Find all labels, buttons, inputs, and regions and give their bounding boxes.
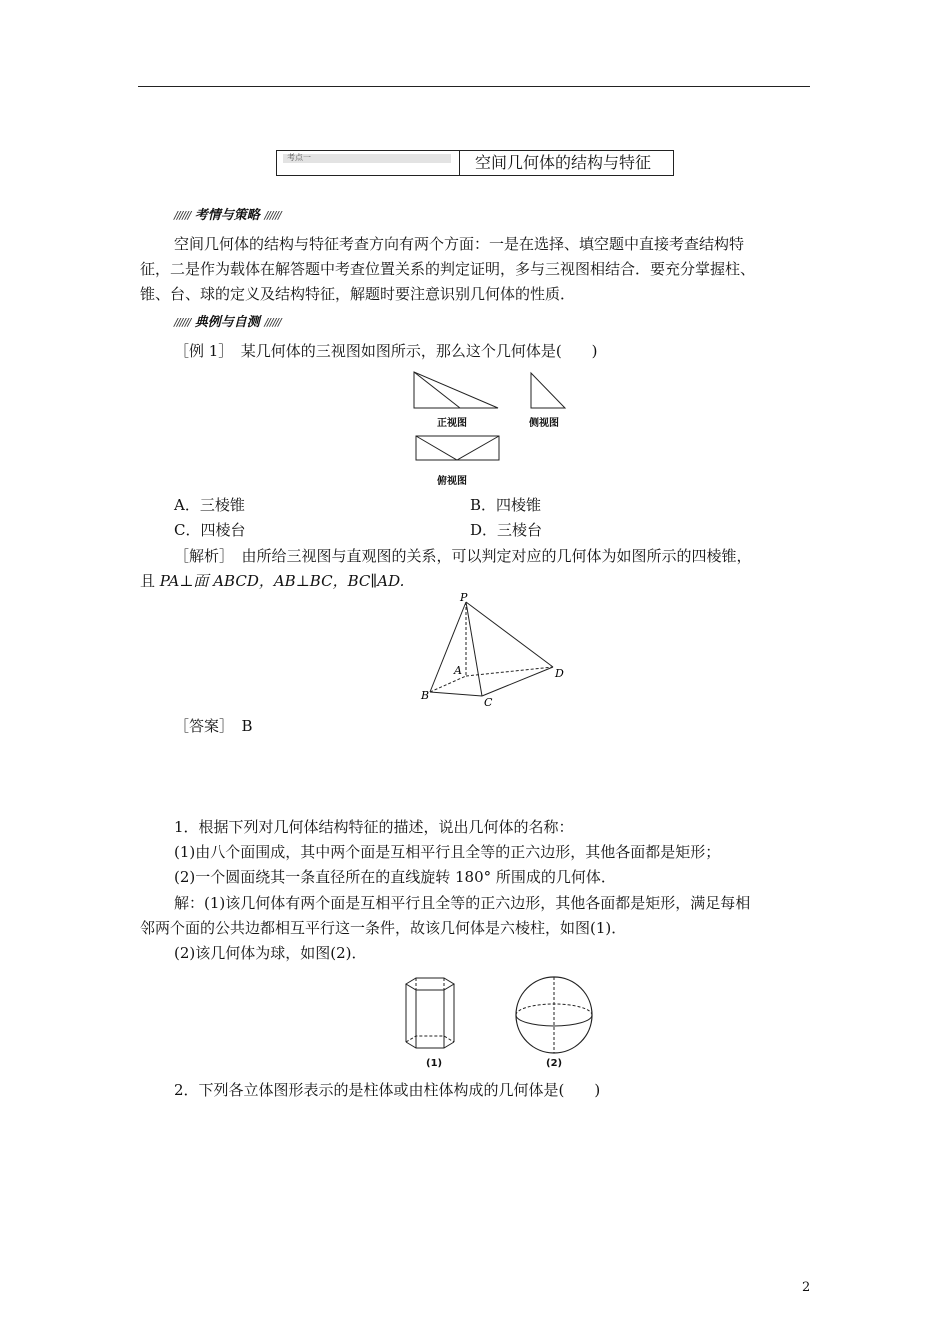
analysis-line-2 [140, 571, 404, 591]
edge-PB [430, 602, 466, 692]
para-line-3: 锥、台、球的定义及结构特征，解题时要注意识别几何体的性质． [140, 285, 576, 303]
vertex-label-P: P [460, 592, 468, 604]
topic-tab [283, 154, 451, 163]
option-a: A．三棱锥 [174, 496, 245, 514]
answer: ［答案］ B [174, 717, 253, 735]
analysis-prefix: 且 [140, 572, 160, 590]
hexagonal-prism-figure [394, 976, 474, 1066]
vertex-label-B: B [421, 689, 430, 702]
edge-CD [482, 667, 553, 696]
q1-part2: (2)一个圆面绕其一条直径所在的直线旋转 180° 所围成的几何体． [174, 868, 616, 886]
example1-stem: ［例 1］ 某几何体的三视图如图所示，那么这个几何体是( ) [174, 342, 598, 360]
front-view-edge [414, 372, 460, 408]
vertex-label-D: D [555, 667, 564, 680]
option-c: C．四棱台 [174, 521, 246, 539]
pyramid-figure [410, 592, 580, 712]
q1-solution-line-1: 解：(1)该几何体有两个面是互相平行且全等的正六边形，其他各面都是矩形，满足每相 [174, 894, 751, 912]
q2-stem: 2．下列各立体图形表示的是柱体或由柱体构成的几何体是( ) [174, 1081, 601, 1099]
vertex-label-A: A [454, 664, 462, 677]
fig2-label: (2) [546, 1058, 563, 1069]
q1-solution-line-3: (2)该几何体为球，如图(2)． [174, 944, 367, 962]
edge-PC [466, 602, 482, 696]
sphere-figure [512, 974, 596, 1058]
topic-banner [276, 150, 674, 176]
header-rule [138, 86, 810, 87]
section-heading-text: 典例与自测 [194, 315, 260, 330]
prism-bottom-back [406, 1036, 454, 1042]
vertex-label-C: C [484, 696, 493, 709]
option-b: B．四棱锥 [470, 496, 542, 514]
side-view-outline [531, 373, 565, 408]
topic-separator [459, 151, 460, 175]
heading-deco-right: ////// [264, 316, 281, 329]
q1-part1: (1)由八个面围成，其中两个面是互相平行且全等的正六边形，其他各面都是矩形； [174, 843, 721, 861]
top-view-rect [416, 436, 499, 460]
edge-AD-hidden [466, 667, 553, 676]
fig1-label: (1) [426, 1058, 443, 1069]
edge-BC [430, 692, 482, 696]
section-heading-examples [174, 315, 281, 331]
analysis-line-1: ［解析］ 由所给三视图与直观图的关系，可以判定对应的几何体为如图所示的四棱锥， [174, 547, 752, 565]
para-line-1: 空间几何体的结构与特征考查方向有两个方面：一是在选择、填空题中直接考查结构特 [174, 235, 745, 253]
edge-PD [466, 602, 553, 667]
option-d: D．三棱台 [470, 521, 543, 539]
q1-stem: 1．根据下列对几何体结构特征的描述，说出几何体的名称： [174, 818, 574, 836]
top-view-label: 俯视图 [437, 476, 467, 487]
analysis-math: PA⊥面 ABCD，AB⊥BC，BC∥AD. [159, 572, 405, 590]
heading-deco-right: ////// [264, 209, 281, 222]
section-heading-text: 考情与策略 [194, 208, 260, 223]
para-line-2: 征，二是作为载体在解答题中考查位置关系的判定证明，多与三视图相结合．要充分掌握柱、 [140, 260, 756, 278]
q1-solution-line-2: 邻两个面的公共边都相互平行这一条件，故该几何体是六棱柱，如图(1)． [140, 919, 627, 937]
prism-bottom-front [406, 1042, 454, 1048]
section-heading-strategy [174, 208, 281, 224]
prism-top-face [406, 978, 454, 990]
topic-tab-text: 考点一 [287, 153, 311, 162]
front-view-outline [414, 372, 498, 408]
heading-deco-left: ////// [174, 209, 191, 222]
three-views-figure [400, 368, 590, 488]
page-number: 2 [802, 1280, 811, 1295]
top-view-edges [416, 436, 499, 460]
heading-deco-left: ////// [174, 316, 191, 329]
front-view-label: 正视图 [437, 418, 467, 429]
topic-title: 空间几何体的结构与特征 [475, 153, 652, 172]
side-view-label: 侧视图 [529, 418, 559, 429]
